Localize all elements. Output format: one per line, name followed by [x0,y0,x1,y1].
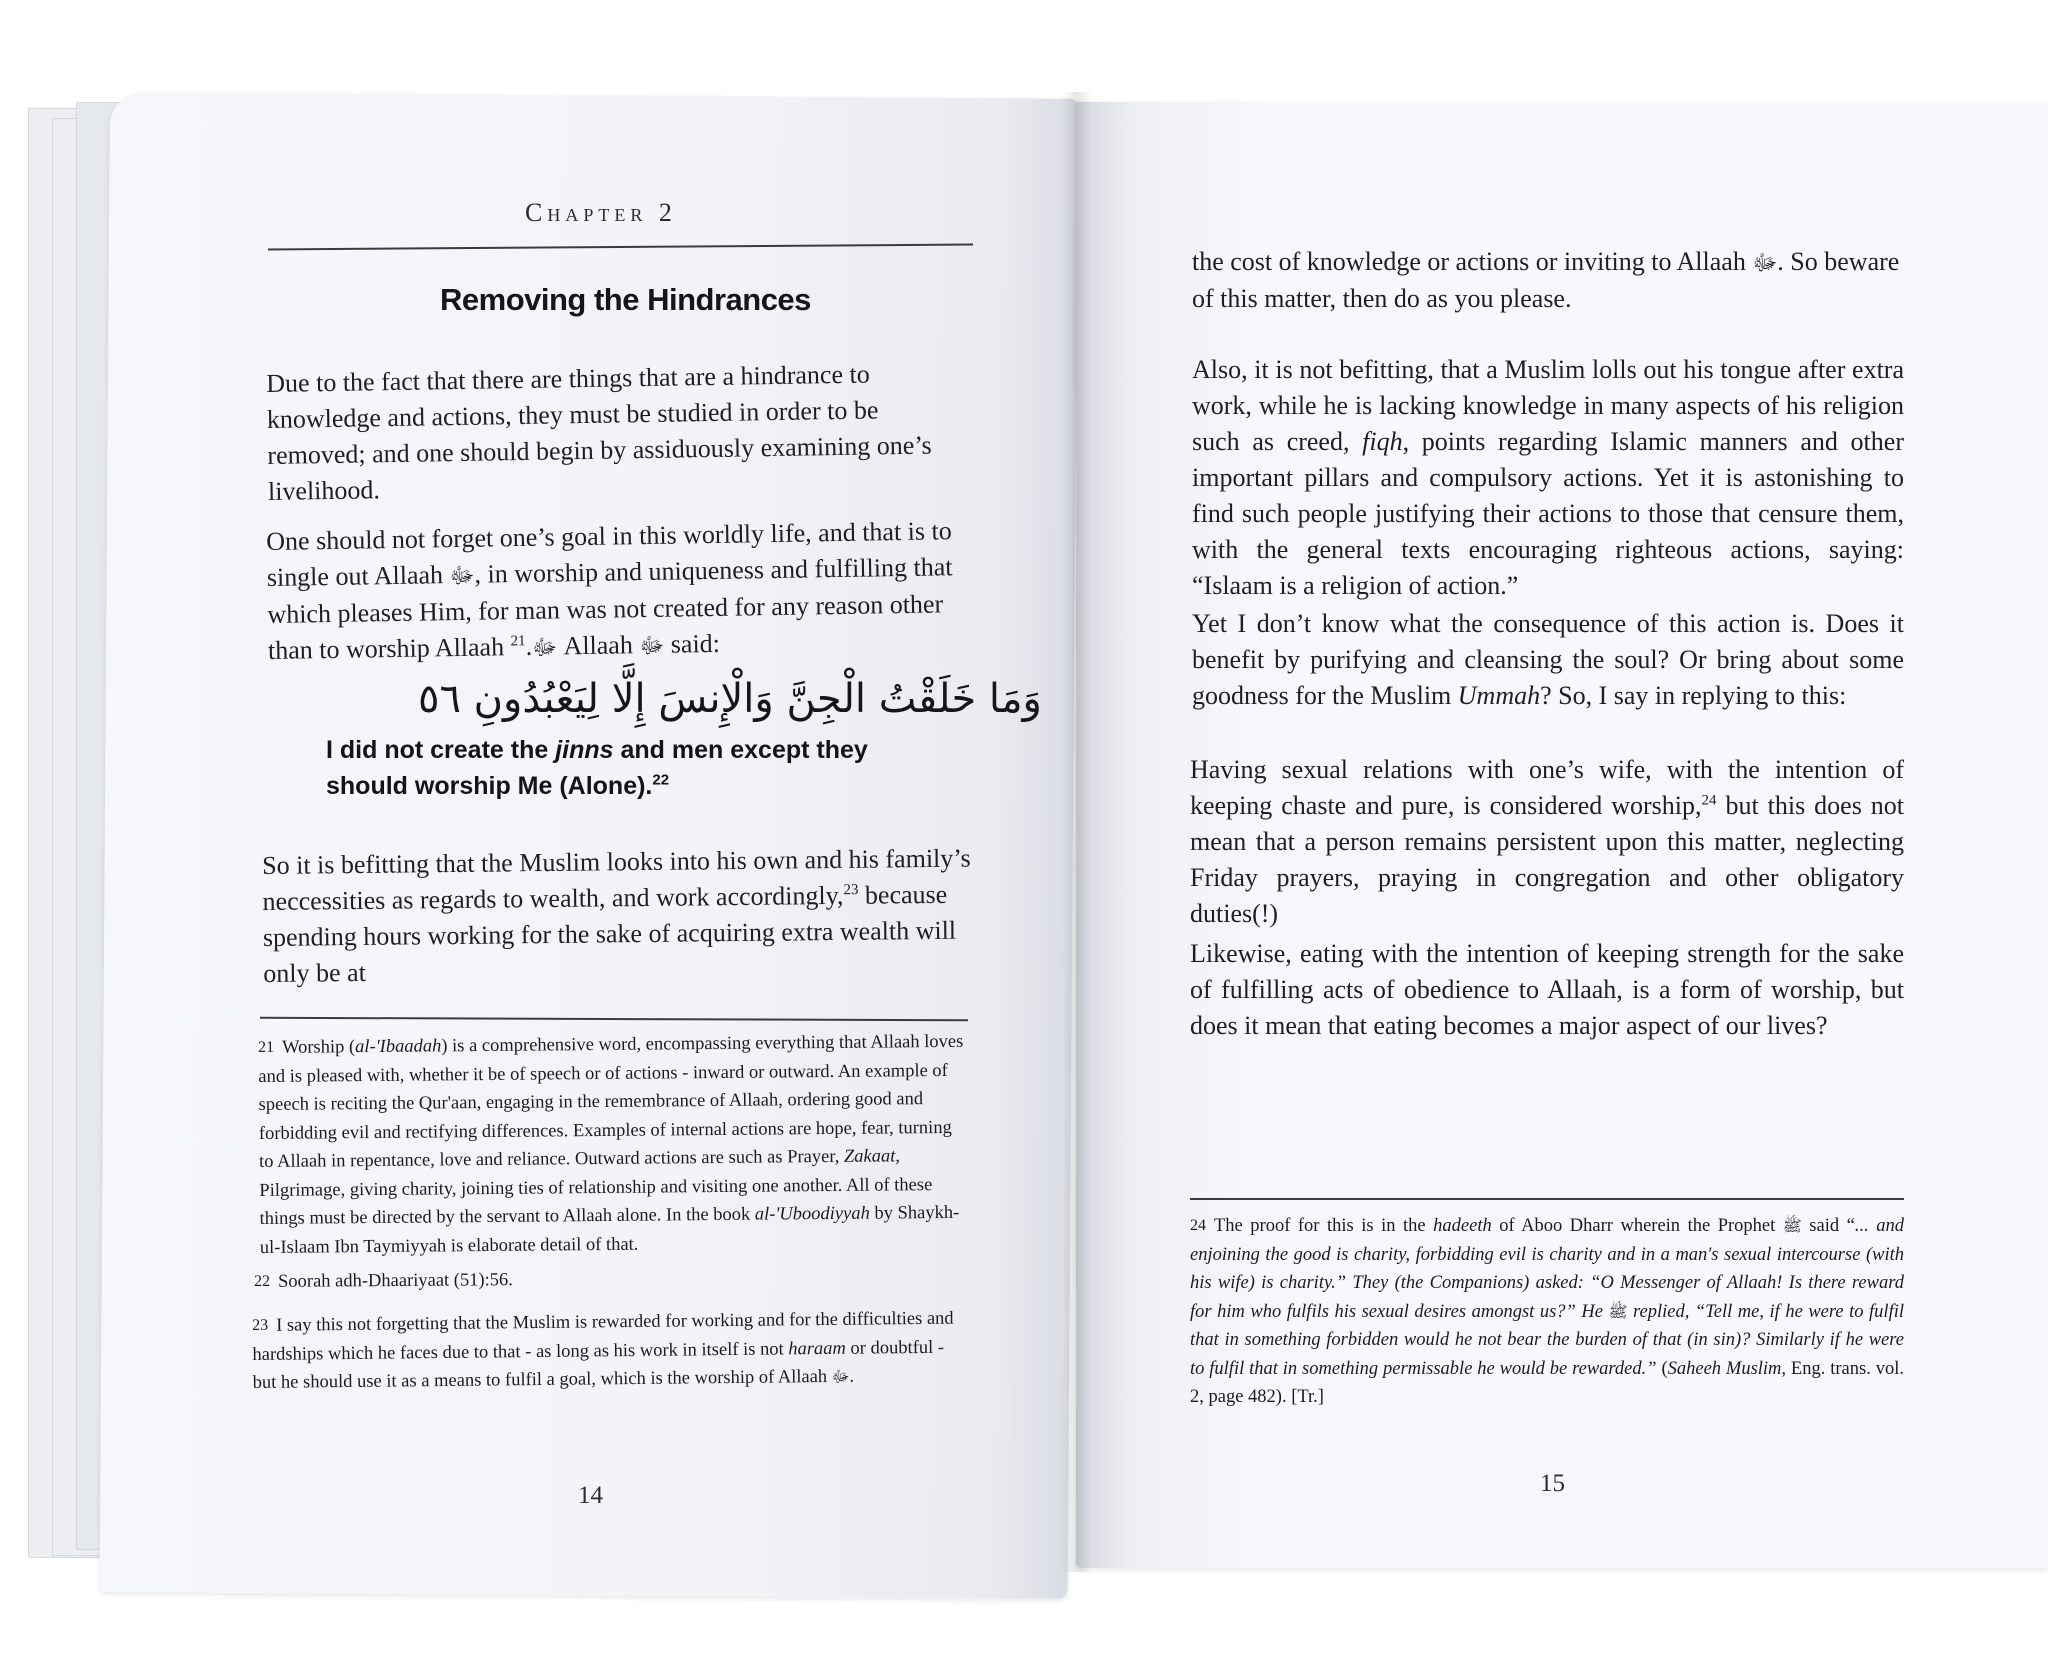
honorific-icon: ﷻ [449,562,475,590]
footnote-ref-22: 22 [652,771,670,789]
verse-translation: I did not create the jinns and men except they should worship Me (Alone).$^{22}$ [326,736,868,800]
page-number-right: 15 [1540,1470,1565,1497]
footnote-23: 23 I say this not forgetting that the Muslim is rewarded for working and for the difficulties and hardships which he faces due to that - as long as his work in itself is not haraam or doubtful - but he should use it as a means to fulfil a goal, which is the worship of Allaah ﷻ. [252,1308,954,1393]
arabic-verse: وَمَا خَلَقْتُ الْجِنَّ وَالْإِنسَ إِلَّا لِيَعْبُدُونِ ٥٦ [418,676,1042,722]
footnote-ref-24: 24 [1701,792,1717,809]
left-paragraph-2: One should not forget one’s goal in this worldly life, and that is to single out Allaah ﷻ, in worship and uniqueness and fulfilling that which pleases Him, for man was not created for any reason other than to worship Allaah ﷻ.$^{21}$ Allaah ﷻ said: [266,516,953,665]
footnote-24: 24 The proof for this is in the hadeeth of Aboo Dharr wherein the Prophet ﷺ said “... and enjoining the good is charity, forbidding evil is charity and in a man's sexual intercourse (with his wife) is charity.” They (the Companions) asked: “O Messenger of Allaah! Is there reward for him who fulfils his sexual desires amongst us?” He ﷺ replied, “Tell me, if he were to fulfil that in something forbidden would he not bear the burden of that (in sin)? Similarly if he were to fulfil that in something permissable he would be rewarded.” (Saheeh Muslim, Eng. trans. vol. 2, page 482). [Tr.] [1190,1216,1905,1407]
honorific-icon: ﷻ [531,634,558,661]
right-paragraph-4: Having sexual relations with one’s wife, with the intention of keeping chaste and pure, is considered worship,$^{24}$ but this does not mean that a person remains persistent upon this matter, neglecting Friday prayers, praying in congregation and other obligatory duties(!) [1190,755,1905,928]
prophet-salutation-icon: ﷺ [1782,1216,1802,1235]
footnote-ref-23: 23 [843,882,859,899]
honorific-icon: ﷻ [639,632,665,660]
left-paragraph-1: Due to the fact that there are things that are a hindrance to knowledge and actions, they must be studied in order to be removed; and one should begin by assiduously examining one’s livelihood. [266,359,932,506]
right-paragraph-3: Yet I don’t know what the consequence of this action is. Does it benefit by purifying and cleansing the soul? Or bring about some goodness for the Muslim Ummah? So, I say in replying to this: [1192,609,1904,710]
right-paragraph-5: Likewise, eating with the intention of keeping strength for the sake of fulfilling acts of obedience to Allaah, is a form of worship, but does it mean that eating becomes a major aspect of our lives? [1190,939,1904,1040]
page-number-left: 14 [578,1482,603,1509]
right-paragraph-2: Also, it is not befitting, that a Muslim lolls out his tongue after extra work, while he is lacking knowledge in many aspects of his religion such as creed, fiqh, points regarding Islamic manners and other important pillars and compulsory actions. Yet it is astonishing to find such people justifying their actions to those that censure them, with the general texts encouraging righteous actions, saying: “Islaam is a religion of action.” [1192,355,1904,600]
honorific-icon: ﷻ [1752,250,1778,276]
left-paragraph-3: So it is befitting that the Muslim looks into his own and his family’s neccessities as regards to wealth, and work accordingly,$^{23}$ because spending hours working for the sake of acquiring extra wealth will only be at [262,843,971,988]
footnote-22: 22 Soorah adh-Dhaariyaat (51):56. [254,1270,513,1292]
prophet-salutation-icon: ﷺ [1608,1301,1628,1321]
chapter-label: Chapter 2 [525,198,677,227]
footnote-ref-21: 21 [510,633,526,650]
footnote-rule-right [1190,1198,1904,1200]
right-paragraph-1: the cost of knowledge or actions or inviting to Allaah ﷻ. So beware of this matter, then do as you please. [1192,247,1900,313]
footnote-21: 21 Worship (al-'Ibaadah) is a comprehensive word, encompassing everything that Allaah loves and is pleased with, whether it be of speech or of actions - inward or outward. An example of speech is reciting the Qur'aan, engaging in the remembrance of Allaah, ordering good and forbidding evil and rectifying differences. Examples of internal actions are hope, fear, turning to Allaah in repentance, love and reliance. Outward actions are such as Prayer, Zakaat, Pilgrimage, giving charity, joining ties of relationship and visiting one another. All of these things must be directed by the servant to Allaah alone. In the book al-'Uboodiyyah by Shaykh-ul-Islaam Ibn Taymiyyah is elaborate detail of that. [258,1031,964,1258]
honorific-icon: ﷻ [831,1366,850,1386]
book-gutter [1062,92,1092,1572]
chapter-title: Removing the Hindrances [440,282,811,317]
